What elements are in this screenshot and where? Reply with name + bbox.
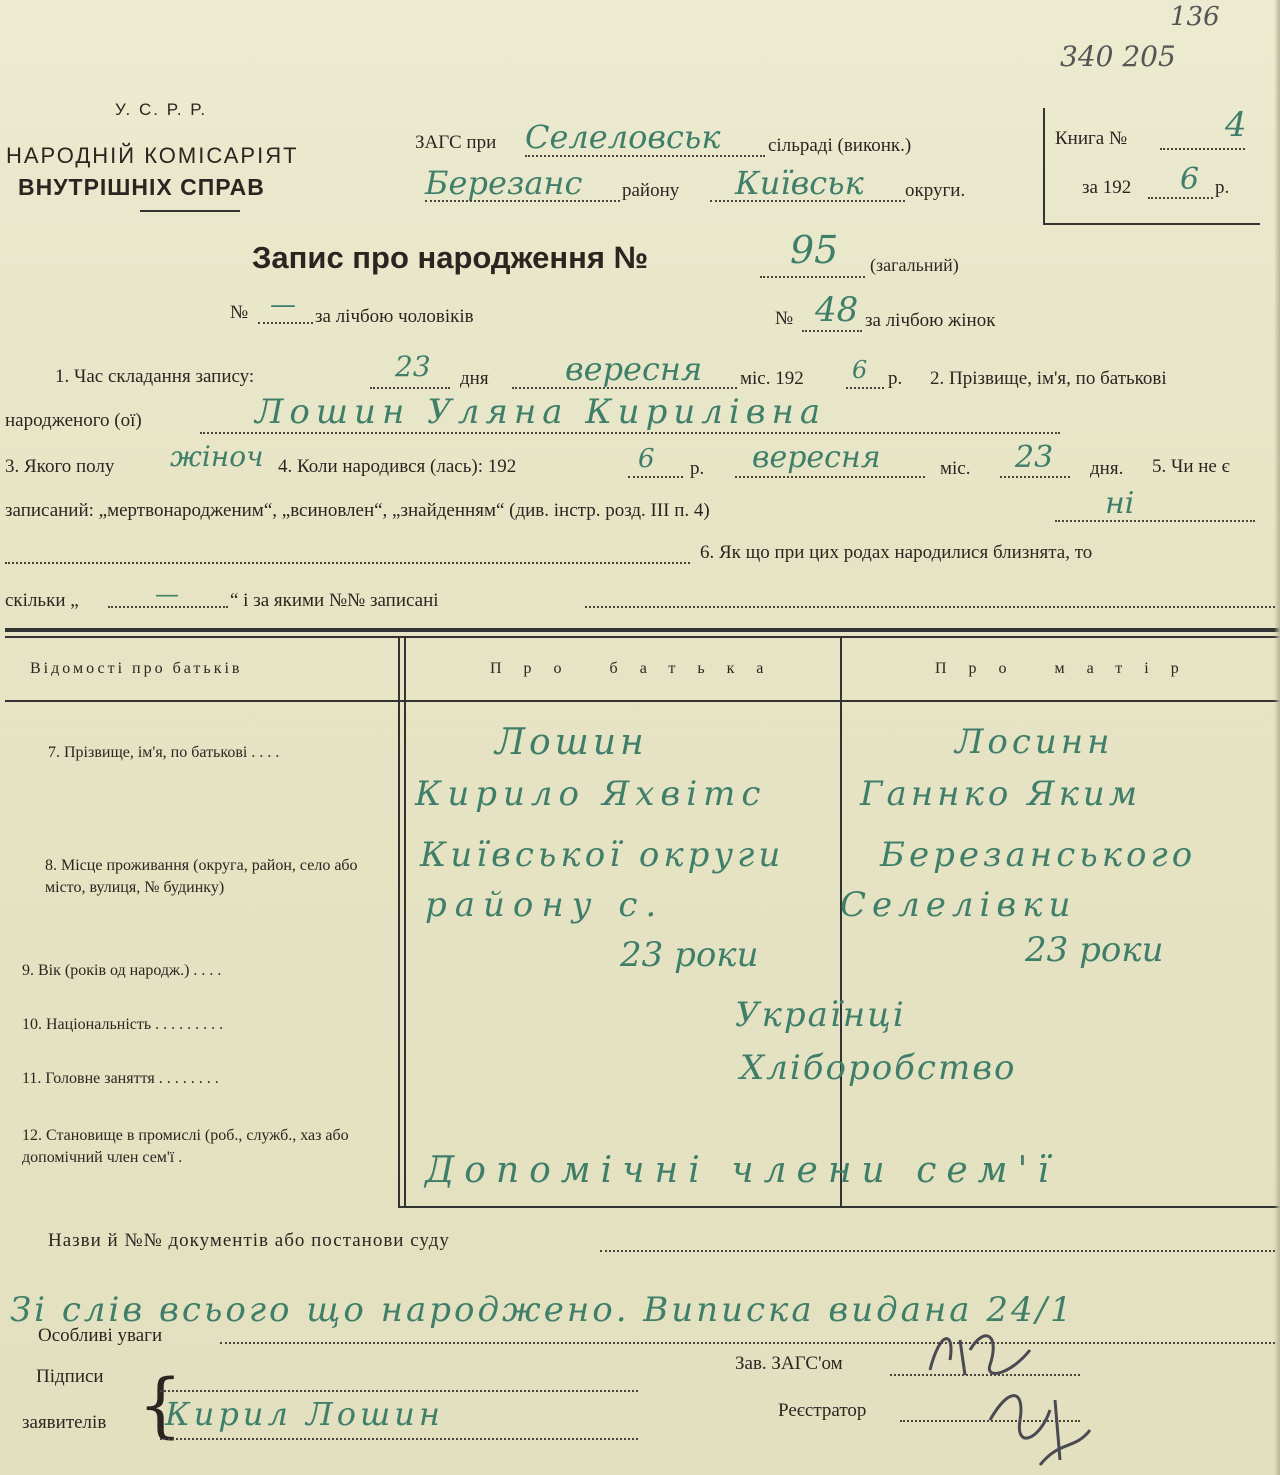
- row-label-residence: 8. Місце проживання (округа, район, село або місто, вулиця, № будинку): [45, 857, 358, 896]
- table-top-rule: [5, 628, 1280, 632]
- born-name-line: [200, 432, 1060, 434]
- remarks-line: [220, 1342, 1275, 1344]
- book-label: Книга №: [1055, 128, 1128, 149]
- table-col-divider-1: [398, 638, 400, 1208]
- q1-year-line: [846, 387, 884, 389]
- table-col-divider-1b: [404, 638, 406, 1208]
- signatures-label-bottom: заявителів: [22, 1412, 107, 1433]
- q1-day-line: [370, 387, 450, 389]
- table-bottom-rule: [400, 1206, 1280, 1208]
- q1-month: вересня: [565, 350, 703, 388]
- q6-blank-line: [5, 562, 690, 564]
- men-count-value: —: [270, 290, 296, 320]
- q1-year-digit: 6: [852, 356, 868, 384]
- zags-district-line: [425, 200, 620, 202]
- q1-month-line: [512, 387, 737, 389]
- birth-year-label: р.: [690, 458, 705, 479]
- row-label-age: 9. Вік (років од народж.) . . . .: [22, 962, 222, 979]
- mother-name-line1: Лосинн: [955, 722, 1114, 762]
- q6-cont-b: “ і за якими №№ записані: [230, 590, 439, 611]
- zags-okrug-line: [710, 200, 905, 202]
- birth-month-line: [735, 476, 925, 478]
- header-internal-affairs: ВНУТРІШНІХ СПРАВ: [18, 174, 265, 200]
- zags-prefix: ЗАГС при: [415, 132, 497, 153]
- zags-okrug-label: округи.: [905, 180, 966, 201]
- zags-suffix: сільраді (виконк.): [768, 135, 912, 156]
- q3-label: 3. Якого полу: [5, 456, 115, 477]
- page-title: Запис про народження №: [252, 240, 649, 275]
- birth-day-line: [1000, 476, 1070, 478]
- men-count-prefix: №: [230, 302, 249, 323]
- mother-residence-line2: Селелівки: [840, 885, 1077, 925]
- women-count-label: за лічбою жінок: [865, 310, 996, 331]
- signature-line-2: [160, 1438, 638, 1440]
- q6-numbers-line: [585, 606, 1275, 608]
- women-count-value: 48: [815, 290, 859, 330]
- born-name: Лошин Уляна Кирилівна: [255, 392, 827, 432]
- birth-day: 23: [1015, 440, 1054, 475]
- q1-day-label: дня: [460, 368, 489, 389]
- birth-month: вересня: [752, 440, 881, 475]
- nationality-value: Українці: [735, 995, 906, 1035]
- header-divider: [140, 210, 240, 212]
- mother-age: 23 роки: [1025, 930, 1164, 970]
- archive-mark-2: 340 205: [1060, 40, 1176, 73]
- book-year-prefix: за 192: [1082, 177, 1132, 198]
- header-commissariat: НАРОДНІЙ КОМІСАРІЯТ: [6, 143, 299, 168]
- women-count-line: [802, 330, 862, 332]
- q5-answer: ні: [1105, 486, 1135, 521]
- father-name-line2: Кирило Яхвітс: [415, 774, 767, 814]
- header-ussr: У. С. Р. Р.: [115, 100, 208, 119]
- documents-line: [600, 1250, 1275, 1252]
- book-year-suffix: р.: [1215, 177, 1230, 198]
- table-header-parents: Відомості про батьків: [30, 660, 243, 677]
- row-label-position: 12. Становище в промислі (роб., служб., хаз або допомічний член сем'ї .: [22, 1127, 349, 1166]
- zags-district-label: району: [622, 180, 680, 201]
- book-number: 4: [1225, 105, 1247, 145]
- signatures-brace: {: [138, 1364, 183, 1446]
- record-number-line: [760, 276, 865, 278]
- applicant-signature: Кирил Лошин: [165, 1395, 444, 1433]
- remarks-label: Особливі уваги: [38, 1325, 163, 1346]
- table-header-rule: [5, 700, 1280, 702]
- archive-mark-1: 136: [1170, 2, 1220, 32]
- signature-line-1: [160, 1390, 638, 1392]
- q1-month-label: міс. 192: [740, 368, 804, 389]
- registrar-label: Реєстратор: [778, 1400, 867, 1421]
- father-age: 23 роки: [620, 935, 759, 975]
- q5-answer-line: [1055, 520, 1255, 522]
- q1-year-label: р.: [888, 368, 903, 389]
- men-count-line: [258, 322, 313, 324]
- father-name-line1: Лошин: [495, 722, 648, 763]
- table-header-mother: Про матір: [935, 660, 1201, 677]
- birth-day-label: дня.: [1090, 458, 1124, 479]
- table-top-rule-2: [5, 636, 1280, 638]
- q2-label: 2. Прізвище, ім'я, по батькові: [930, 368, 1167, 389]
- q6-cont-a: скільки „: [5, 590, 79, 611]
- q6-label: 6. Як що при цих родах народилися близнята, то: [700, 542, 1093, 563]
- page-edge: [1274, 0, 1280, 1475]
- book-year-line: [1148, 197, 1213, 199]
- women-count-prefix: №: [775, 308, 794, 329]
- table-header-father: Про батька: [490, 660, 786, 677]
- men-count-label: за лічбою чоловіків: [315, 306, 474, 327]
- record-number-note: (загальний): [870, 255, 959, 275]
- signatures-label-top: Підписи: [36, 1366, 104, 1387]
- birth-year-line: [628, 476, 683, 478]
- zags-district: Березанс: [425, 164, 583, 202]
- q4-label: 4. Коли народився (лась): 192: [278, 456, 517, 477]
- head-label: Зав. ЗАГС'ом: [735, 1353, 843, 1374]
- book-year-digit: 6: [1180, 162, 1200, 197]
- mother-residence-line1: Березанського: [880, 835, 1197, 875]
- father-residence-line2: району с.: [425, 885, 665, 925]
- birth-month-label: міс.: [940, 458, 971, 479]
- father-residence-line1: Київської округи: [420, 835, 785, 875]
- occupation-value: Хліборобство: [740, 1048, 1017, 1088]
- zags-okrug: Київськ: [735, 164, 864, 202]
- q1-label: 1. Час складання запису:: [55, 366, 255, 387]
- mother-name-line2: Ганнко Яким: [860, 774, 1142, 814]
- row-label-name: 7. Прізвище, ім'я, по батькові . . . .: [48, 744, 280, 761]
- zags-village: Селеловськ: [525, 118, 721, 156]
- born-label: народженого (ої): [5, 410, 142, 431]
- twins-value: —: [155, 580, 179, 608]
- zags-village-line: [525, 155, 765, 157]
- row-label-nationality: 10. Національність . . . . . . . . .: [22, 1016, 224, 1033]
- documents-label: Назви й №№ документів або постанови суду: [48, 1230, 450, 1251]
- sex-value: жіноч: [170, 440, 264, 473]
- position-value: Допомічні члени сем'ї: [425, 1150, 1059, 1191]
- q1-day: 23: [395, 350, 431, 383]
- remarks-handwritten: Зі слів всього що народжено. Виписка видана 24/1: [10, 1290, 1075, 1330]
- q5-label: 5. Чи не є: [1152, 456, 1230, 477]
- registrar-signature: [980, 1380, 1100, 1475]
- birth-year-digit: 6: [638, 444, 655, 474]
- q5-continuation: записаний: „мертвонародженим“, „всиновлен“, „знайденням“ (див. інстр. розд. III п. 4): [5, 500, 710, 521]
- row-label-occupation: 11. Головне заняття . . . . . . . .: [22, 1070, 219, 1087]
- twins-line: [108, 606, 228, 608]
- book-number-line: [1160, 148, 1245, 150]
- record-number: 95: [790, 228, 839, 272]
